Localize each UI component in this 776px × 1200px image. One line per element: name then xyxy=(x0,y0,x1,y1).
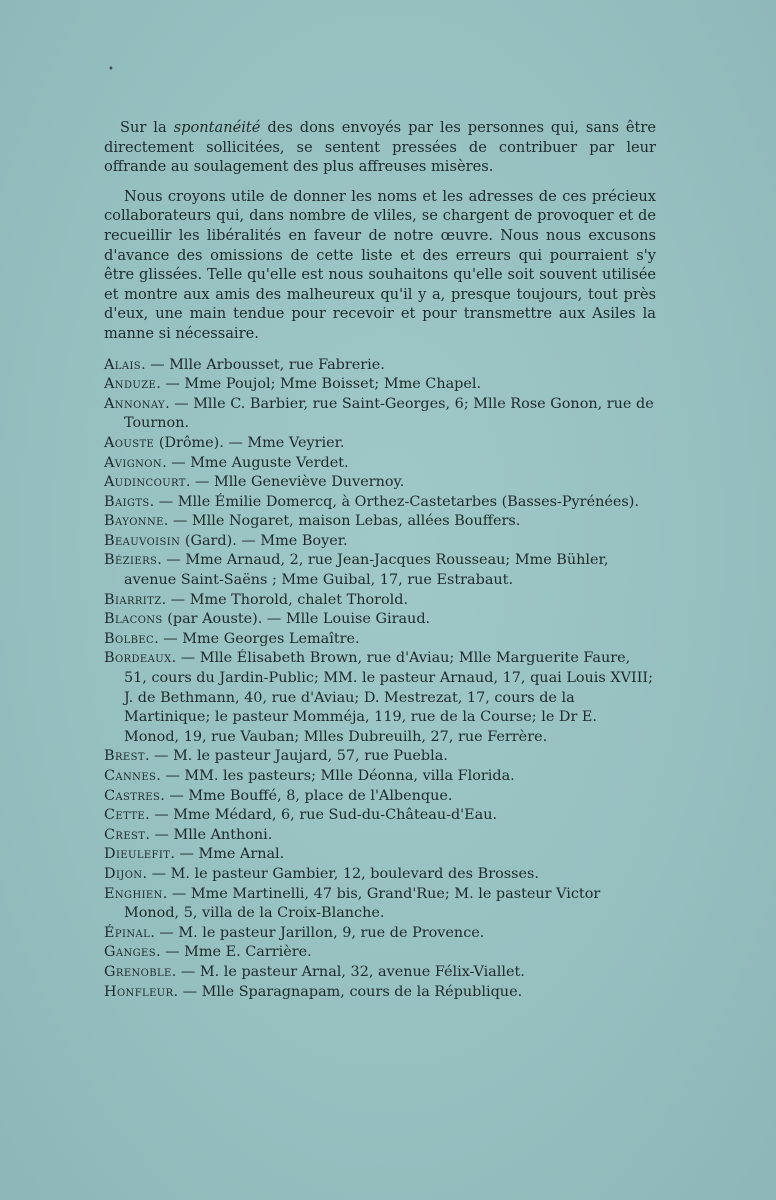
intro-paragraph-1: Sur la spontanéité des dons envoyés par les personnes qui, sans être directement sollicitées, se sentent pressées de contribuer par leur offrande au soulagement des plus affreuses misères. xyxy=(104,119,656,176)
list-item: Castres. — Mme Bouffé, 8, place de l'Albenque. xyxy=(104,787,453,804)
contact-details: M. le pasteur Jarillon, 9, rue de Provence. xyxy=(178,924,485,941)
city-name: Cette xyxy=(104,807,146,824)
separator-dash: — xyxy=(164,787,189,804)
contact-details: Mme Auguste Verdet. xyxy=(190,454,349,471)
list-item: Anduze. — Mme Poujol; Mme Boisset; Mme Chapel. xyxy=(104,376,482,393)
city-name: Crest xyxy=(104,826,146,843)
contact-details: Mme Veyrier. xyxy=(247,434,345,451)
city-name: Grenoble xyxy=(104,963,172,980)
list-item: Cannes. — MM. les pasteurs; Mlle Déonna, villa Florida. xyxy=(104,768,515,784)
city-name: Baigts xyxy=(104,493,150,510)
list-item: Biarritz. — Mme Thorold, chalet Thorold. xyxy=(104,591,409,608)
separator-dash: — xyxy=(161,552,186,569)
separator-dash: — xyxy=(190,474,214,491)
contact-details: Mme Arnal. xyxy=(198,846,285,863)
city-name: Cannes xyxy=(104,768,157,784)
contact-details: Mlle Louise Giraud. xyxy=(285,611,431,628)
contact-details: Mlle Émilie Domercq, à Orthez-Castetarbes (Basses-Pyrénées). xyxy=(177,493,639,510)
city-name: Bolbec xyxy=(104,630,155,647)
city-name: Dijon xyxy=(104,865,143,882)
separator-dash: — xyxy=(223,434,248,451)
contact-details: Mlle Sparagnapam, cours de la République. xyxy=(201,983,523,1000)
contact-details: Mme Martinelli, 47 bis, Grand'Rue; M. le pasteur Victor Monod, 5, villa de la Croix-Blanche. xyxy=(124,885,601,922)
separator-dash: — xyxy=(158,630,183,647)
city-name: Anduze xyxy=(104,376,157,393)
separator-dash: — xyxy=(147,865,171,882)
separator-dash: — xyxy=(160,768,185,784)
contact-details: Mme Bouffé, 8, place de l'Albenque. xyxy=(188,787,453,804)
city-name: Brest xyxy=(104,748,145,765)
list-item: Dijon. — M. le pasteur Gambier, 12, boulevard des Brosses. xyxy=(104,865,539,882)
contact-details: M. le pasteur Gambier, 12, boulevard des Brosses. xyxy=(170,865,539,882)
contact-details: Mlle C. Barbier, rue Saint-Georges, 6; Mlle Rose Gonon, rue de Tournon. xyxy=(124,395,654,432)
list-item: Aouste (Drôme). — Mme Veyrier. xyxy=(104,434,345,451)
list-item: Épinal. — M. le pasteur Jarillon, 9, rue de Provence. xyxy=(104,924,485,941)
list-item: Crest. — Mlle Anthoni. xyxy=(104,826,273,843)
list-item: Annonay. — Mlle C. Barbier, rue Saint-Georges, 6; Mlle Rose Gonon, rue de Tournon. xyxy=(104,395,654,432)
contact-details: Mlle Élisabeth Brown, rue d'Aviau; Mlle Marguerite Faure, 51, cours du Jardin-Public; MM. le pasteur Arnaud, 17, quai Louis XVIII; J. de Bethmann, 40, rue d'Aviau; D. Mestrezat, 17, cours de la Martinique; le pasteur Momméja, 119, rue de la Course; le Dr E. Monod, 19, rue Vauban; Mlles Dubreuilh, 27, rue Ferrère. xyxy=(124,650,653,745)
separator-dash: — xyxy=(160,376,185,393)
contact-details: Mme Poujol; Mme Boisset; Mme Chapel. xyxy=(184,376,482,393)
contact-details: Mme Boyer. xyxy=(260,532,348,549)
list-item: Brest. — M. le pasteur Jaujard, 57, rue Puebla. xyxy=(104,748,448,765)
list-item: Bayonne. — Mlle Nogaret, maison Lebas, allées Bouffers. xyxy=(104,513,521,530)
list-item: Avignon. — Mme Auguste Verdet. xyxy=(104,454,349,471)
city-name: Biarritz xyxy=(104,591,162,608)
city-name: Avignon xyxy=(104,454,163,471)
contact-details: M. le pasteur Jaujard, 57, rue Puebla. xyxy=(173,748,448,765)
city-name: Alais xyxy=(104,356,142,373)
list-item: Dieulefit. — Mme Arnal. xyxy=(104,846,285,863)
separator-dash: — xyxy=(178,983,202,1000)
city-name: Dieulefit xyxy=(104,846,171,863)
separator-dash: — xyxy=(168,513,192,530)
contact-details: Mme Arnaud, 2, rue Jean-Jacques Rousseau; Mme Bühler, avenue Saint-Saëns ; Mme Guibal, 17, rue Estrabaut. xyxy=(124,552,609,589)
separator-dash: — xyxy=(160,944,185,961)
list-item: Audincourt. — Mlle Geneviève Duvernoy. xyxy=(104,474,405,491)
separator-dash: — xyxy=(262,611,286,628)
separator-dash: — xyxy=(176,963,200,980)
contact-details: M. le pasteur Arnal, 32, avenue Félix-Viallet. xyxy=(199,963,525,980)
separator-dash: — xyxy=(167,885,191,902)
contact-details: Mme E. Carrière. xyxy=(184,944,312,961)
contact-details: Mme Médard, 6, rue Sud-du-Château-d'Eau. xyxy=(173,807,498,824)
list-item: Bolbec. — Mme Georges Lemaître. xyxy=(104,630,360,647)
city-name: Enghien xyxy=(104,885,163,902)
list-item: Beauvoisin (Gard). — Mme Boyer. xyxy=(104,532,348,549)
intro-section xyxy=(104,118,656,344)
city-name: Aouste xyxy=(104,434,155,451)
separator-dash: — xyxy=(154,493,178,510)
separator-dash: — xyxy=(236,532,261,549)
contact-details: Mme Georges Lemaître. xyxy=(182,630,360,647)
list-item: Honfleur. — Mlle Sparagnapam, cours de la République. xyxy=(104,983,523,1000)
list-item: Alais. — Mlle Arbousset, rue Fabrerie. xyxy=(104,356,385,373)
contact-details: Mlle Nogaret, maison Lebas, allées Bouffers. xyxy=(191,513,521,530)
separator-dash: — xyxy=(176,650,200,667)
contact-details: Mlle Geneviève Duvernoy. xyxy=(213,474,405,491)
contact-details: MM. les pasteurs; Mlle Déonna, villa Florida. xyxy=(184,768,515,784)
separator-dash: — xyxy=(174,846,199,863)
city-qualifier: (par Aouste) xyxy=(162,611,258,628)
city-name: Honfleur xyxy=(104,983,174,1000)
list-item: Baigts. — Mlle Émilie Domercq, à Orthez-Castetarbes (Basses-Pyrénées). xyxy=(104,493,639,510)
city-name: Blacons xyxy=(104,611,163,628)
contact-details: Mlle Anthoni. xyxy=(173,826,273,843)
separator-dash: — xyxy=(166,591,190,608)
separator-dash: — xyxy=(145,356,170,373)
list-item: Bordeaux. — Mlle Élisabeth Brown, rue d'Aviau; Mlle Marguerite Faure, 51, cours du Jardin-Public; MM. le pasteur Arnaud, 17, quai Louis XVIII; J. de Bethmann, 40, rue d'Aviau; D. Mestrezat, 17, cours de la Martinique; le pasteur Momméja, 119, rue de la Course; le Dr E. Monod, 19, rue Vauban; Mlles Dubreuilh, 27, rue Ferrère. xyxy=(104,650,653,745)
list-item: Blacons (par Aouste). — Mlle Louise Giraud. xyxy=(104,611,431,628)
list-item: Cette. — Mme Médard, 6, rue Sud-du-Château-d'Eau. xyxy=(104,807,498,824)
city-qualifier: (Drôme) xyxy=(154,434,220,451)
city-name: Bordeaux xyxy=(104,650,172,667)
separator-dash: — xyxy=(169,395,194,412)
city-name: Ganges xyxy=(104,944,157,961)
contact-details: Mlle Arbousset, rue Fabrerie. xyxy=(169,356,385,373)
city-name: Audincourt xyxy=(104,474,186,491)
separator-dash: — xyxy=(149,748,174,765)
separator-dash: — xyxy=(166,454,191,471)
city-name: Annonay xyxy=(104,395,166,412)
list-item: Ganges. — Mme E. Carrière. xyxy=(104,944,312,961)
contact-details: Mme Thorold, chalet Thorold. xyxy=(189,591,409,608)
intro-paragraph-2: Nous croyons utile de donner les noms et les adresses de ces précieux collaborateurs qui, dans nombre de vliles, se chargent de provoquer et de recueillir les libéralités en faveur de notre œuvre. Nous nous excusons d'avance des omissions de cette liste et des erreurs qui pourraient s'y être glissées. Telle qu'elle est nous souhaitons qu'elle soit souvent utilisée et montre aux amis des malheureux qu'il y a, presque toujours, tout près d'eux, une main tendue pour recevoir et pour transmettre aux Asiles la manne si nécessaire. xyxy=(104,187,656,342)
city-qualifier: (Gard) xyxy=(180,532,233,549)
city-name: Épinal xyxy=(104,924,151,941)
list-item: Grenoble. — M. le pasteur Arnal, 32, avenue Félix-Viallet. xyxy=(104,963,525,980)
city-name: Bayonne xyxy=(104,513,164,530)
address-list xyxy=(104,356,656,1003)
separator-dash: — xyxy=(149,826,174,843)
list-item: Béziers. — Mme Arnaud, 2, rue Jean-Jacques Rousseau; Mme Bühler, avenue Saint-Saëns ; Mme Guibal, 17, rue Estrabaut. xyxy=(104,552,609,589)
separator-dash: — xyxy=(154,924,179,941)
paper-speck: • xyxy=(108,64,114,75)
list-item: Enghien. — Mme Martinelli, 47 bis, Grand'Rue; M. le pasteur Victor Monod, 5, villa de la Croix-Blanche. xyxy=(104,885,601,922)
separator-dash: — xyxy=(149,807,174,824)
city-name: Béziers xyxy=(104,552,158,569)
city-name: Beauvoisin xyxy=(104,532,181,549)
city-name: Castres xyxy=(104,787,161,804)
